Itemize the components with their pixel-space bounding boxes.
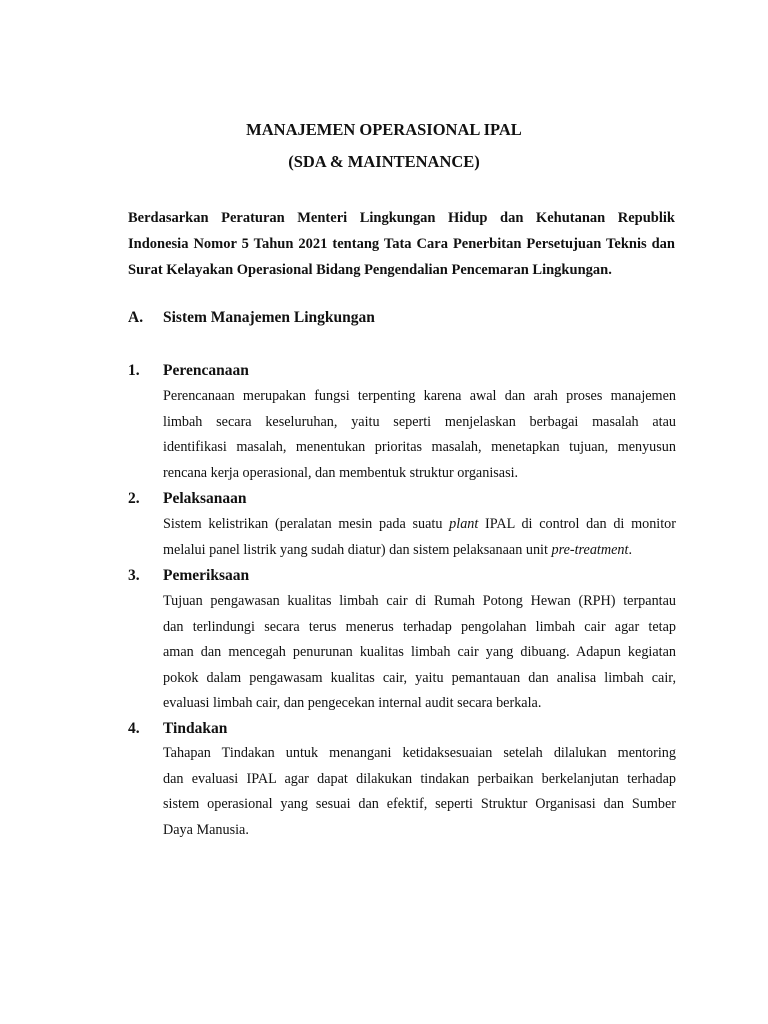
paragraph-line: Tujuan pengawasan kualitas limbah cair di Rumah Potong Hewan (RPH) terpantau	[163, 593, 676, 609]
item-body-pemeriksaan	[163, 589, 676, 717]
item-body-perencanaan	[163, 384, 676, 486]
text-run: .	[628, 541, 632, 558]
item-body-tindakan	[163, 741, 676, 843]
intro-paragraph: Berdasarkan Peraturan Menteri Lingkungan Hidup dan Kehutanan Republik Indonesia Nomor 5 Tahun 2021 tentang Tata Cara Penerbitan Persetujuan Teknis dan Surat Kelayakan Operasional Bidang Pengendalian Pencemaran Lingkungan.	[128, 210, 675, 278]
item-heading: Perencanaan	[163, 362, 249, 379]
paragraph-line: limbah secara keseluruhan, yaitu seperti menjelaskan berbagai masalah atau	[163, 413, 676, 430]
item-number: 4.	[128, 720, 140, 737]
paragraph-line: rencana kerja operasional, dan membentuk struktur organisasi.	[163, 464, 519, 481]
section-title: Sistem Manajemen Lingkungan	[163, 309, 375, 326]
item-heading: Tindakan	[163, 720, 228, 737]
item-number: 2.	[128, 490, 140, 507]
item-heading-tindakan	[128, 719, 675, 739]
item-heading: Pemeriksaan	[163, 567, 250, 584]
item-body-pelaksanaan	[163, 512, 676, 563]
paragraph-line	[163, 538, 676, 564]
document-subtitle: (SDA & MAINTENANCE)	[288, 152, 480, 171]
item-heading-pelaksanaan	[128, 489, 675, 509]
paragraph-line: dan evaluasi IPAL agar dapat dilakukan tindakan perbaikan berkelanjutan terhadap	[163, 770, 676, 787]
item-heading-pemeriksaan	[128, 566, 675, 586]
text-run: melalui panel listrik yang sudah diatur) dan sistem pelaksanaan unit	[163, 541, 552, 558]
paragraph-line: sistem operasional yang sesuai dan efektif, seperti Struktur Organisasi dan Sumber	[163, 796, 676, 812]
italic-term: pre-treatment	[551, 541, 629, 558]
paragraph-line: evaluasi limbah cair, dan pengecekan internal audit secara berkala.	[163, 695, 542, 711]
paragraph-line: Daya Manusia.	[163, 821, 249, 838]
paragraph-line	[163, 512, 676, 538]
paragraph-line: Tahapan Tindakan untuk menangani ketidaksesuaian setelah dilalukan mentoring	[163, 745, 676, 761]
text-run: Sistem kelistrikan (peralatan mesin pada suatu	[163, 516, 450, 532]
item-heading-perencanaan	[128, 361, 675, 381]
text-run: IPAL di control dan di monitor	[478, 516, 676, 532]
section-heading	[128, 308, 675, 328]
paragraph-line: pokok dalam pengawasam kualitas cair, yaitu pemantauan dan analisa limbah cair,	[163, 669, 676, 686]
paragraph-line: dan terlindungi secara terus menerus terhadap pengolahan limbah cair agar tetap	[163, 618, 676, 635]
paragraph-line: aman dan mencegah penurunan kualitas limbah cair yang dibuang. Adapun kegiatan	[163, 644, 676, 660]
item-number: 1.	[128, 362, 140, 379]
paragraph-line: Perencanaan merupakan fungsi terpenting karena awal dan arah proses manajemen	[163, 388, 676, 404]
item-heading: Pelaksanaan	[163, 490, 247, 507]
paragraph-line: identifikasi masalah, menentukan prioritas masalah, menetapkan tujuan, menyusun	[163, 439, 676, 455]
document-title: MANAJEMEN OPERASIONAL IPAL	[246, 120, 522, 139]
item-number: 3.	[128, 567, 140, 584]
italic-term: plant	[449, 516, 479, 532]
section-letter: A.	[128, 309, 144, 326]
